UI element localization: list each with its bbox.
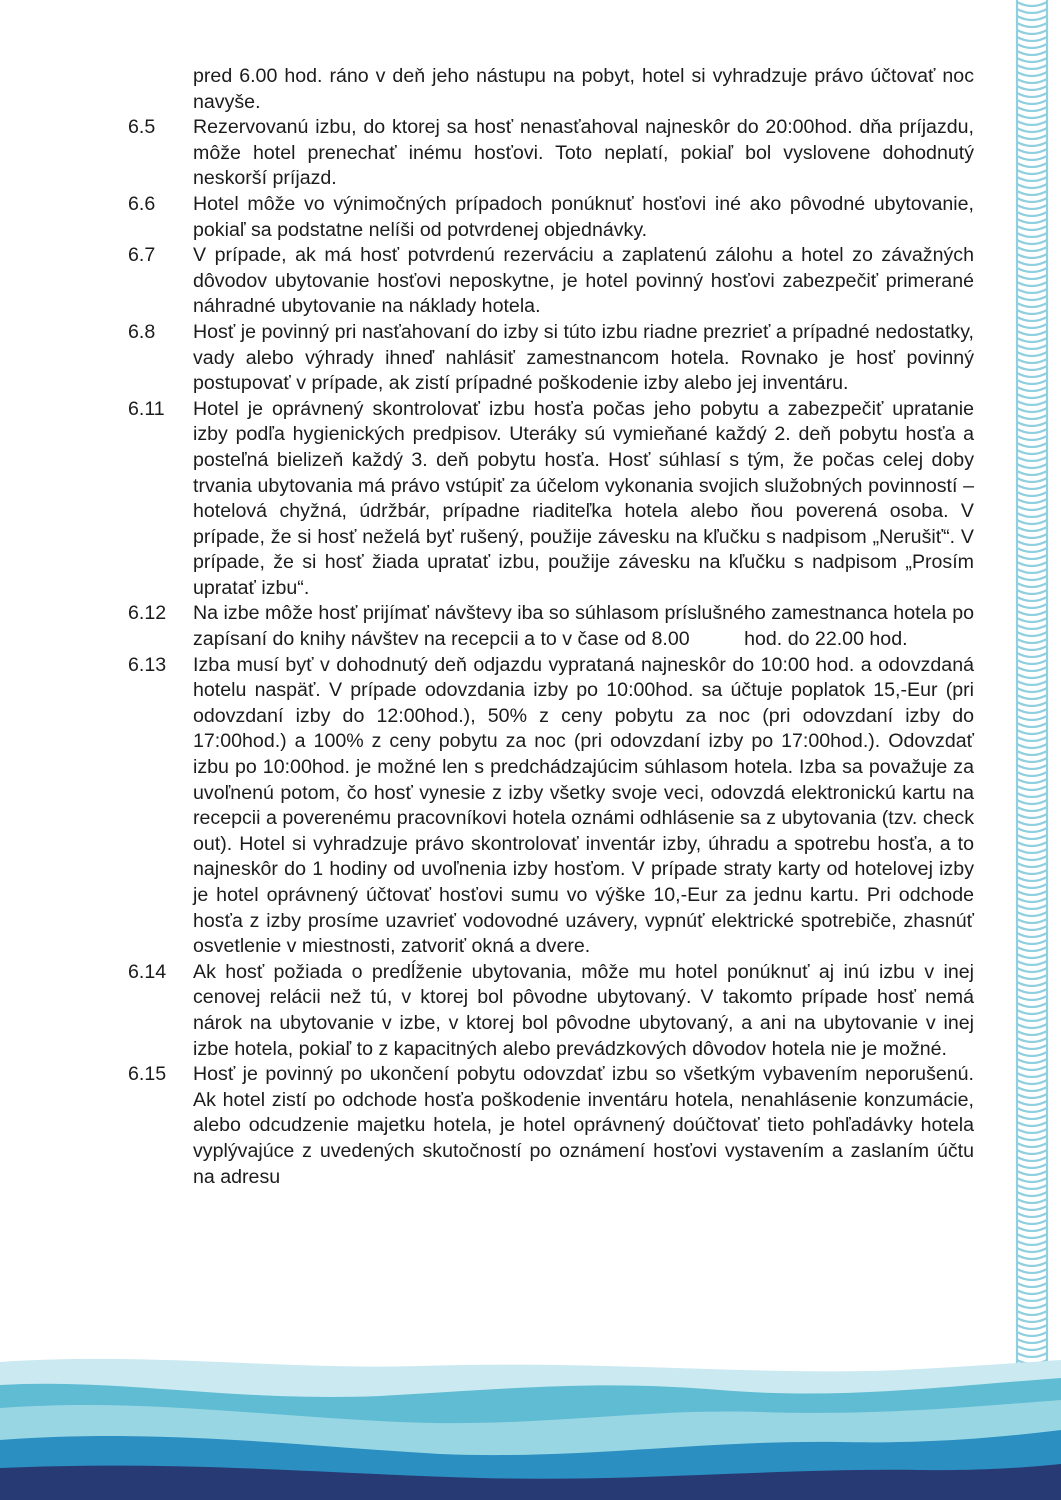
section-number: 6.8 <box>128 320 156 343</box>
section-6-12 <box>128 601 980 652</box>
section-6-15 <box>128 1062 974 1190</box>
section-text: Hotel môže vo výnimočných prípadoch ponúknuť hosťovi iné ako pôvodné ubytovanie, pokiaľ sa podstatne nelíši od potvrdenej objednávky. <box>193 192 974 241</box>
section-number: 6.15 <box>128 1063 167 1086</box>
document-body <box>128 64 980 1190</box>
section-6-13 <box>128 653 974 960</box>
section-text: Hosť je povinný pri nasťahovaní do izby si túto izbu riadne prezrieť a prípadné nedostatky, vady alebo výhrady ihneď nahlásiť zamestnancom hotela. Rovnako je hosť povinný postupovať v prípade, ak zistí prípadné poškodenie izby alebo jej inventáru. <box>193 320 974 395</box>
rope-decoration <box>1009 0 1055 1380</box>
section-number: 6.12 <box>128 602 167 625</box>
section-6-14 <box>128 960 974 1062</box>
section-6-6 <box>128 192 974 243</box>
section-text: Hosť je povinný po ukončení pobytu odovzdať izbu so všetkým vybavením neporušenú. Ak hotel zistí po odchode hosťa poškodenie inventáru hotela, nenahlásenie konzumácie, alebo odcudzenie majetku hotela, je hotel oprávnený doúčtovať tieto pohľadávky hotela vyplývajúce z uvedených skutočností po oznámení hosťovi vystavením a zaslaním účtu na adresu <box>193 1063 974 1188</box>
section-number: 6.13 <box>128 653 167 676</box>
wave-footer-decoration <box>0 1350 1061 1500</box>
section-text: Rezervovanú izbu, do ktorej sa hosť nenasťahoval najneskôr do 20:00hod. dňa príjazdu, môže hotel prenechať inému hosťovi. Toto neplatí, pokiaľ bol vyslovene dohodnutý neskorší príjazd. <box>193 116 974 190</box>
section-number: 6.7 <box>128 244 156 267</box>
section-6-5 <box>128 115 974 192</box>
section-text: Izba musí byť v dohodnutý deň odjazdu vyprataná najneskôr do 10:00 hod. a odovzdaná hotelu naspäť. V prípade odovzdania izby po 10:00hod. sa účtuje poplatok 15,-Eur (pri odovzdaní izby do 12:00hod.), 50% z ceny pobytu za noc (pri odovzdaní izby do 17:00hod.) a 100% z ceny pobytu za noc (pri odovzdaní izby po 17:00hod.). Odovzdať izbu po 10:00hod. je možné len s predchádzajúcim súhlasom hotela. Izba sa považuje za uvoľnenú potom, čo hosť vynesie z izby všetky svoje veci, odovzdá elektronickú kartu na recepcii a poverenému pracovníkovi hotela oznámi odhlásenie sa z ubytovania (tzv. check out). Hotel si vyhradzuje právo skontrolovať inventár izby, úhradu a spotrebu hosťa, a to najneskôr do 1 hodiny od uvoľnenia izby hosťom. V prípade straty karty od hotelovej izby je hotel oprávnený účtovať hosťovi sumu vo výške 10,-Eur za jednu kartu. Pri odchode hosťa z izby prosíme uzavrieť vodovodné uzávery, vypnúť elektrické spotrebiče, zhasnúť osvetlenie v miestnosti, zatvoriť okná a dvere. <box>193 653 974 958</box>
continuation-text: pred 6.00 hod. ráno v deň jeho nástupu na pobyt, hotel si vyhradzuje právo účtovať noc navyše. <box>193 65 974 113</box>
section-number: 6.6 <box>128 192 156 215</box>
section-text: Ak hosť požiada o predĺženie ubytovania, môže mu hotel ponúknuť aj inú izbu v inej cenovej relácii než tú, v ktorej bol pôvodne ubytovaný. V takomto prípade hosť nemá nárok na ubytovanie v izbe, v ktorej bol pôvodne ubytovaný, a ani na ubytovanie v inej izbe hotela, pokiaľ to z kapacitných alebo prevádzkových dôvodov hotela nie je možné. <box>193 960 974 1060</box>
section-text: Hotel je oprávnený skontrolovať izbu hosťa počas jeho pobytu a zabezpečiť upratanie izby podľa hygienických predpisov. Uteráky sú vymieňané každý 2. deň pobytu hosťa a posteľná bielizeň každý 3. deň pobytu hosťa. Hosť súhlasí s tým, že počas celej doby trvania ubytovania má právo vstúpiť za účelom vykonania svojich služobných povinností – hotelová chyžná, údržbár, prípadne riaditeľka hotela alebo ňou poverená osoba. V prípade, že si hosť neželá byť rušený, použije závesku na kľučku s nadpisom „Nerušiť“. V prípade, že si hosť žiada upratať izbu, použije závesku na kľučku s nadpisom „Prosím upratať izbu“. <box>193 397 974 599</box>
section-text: Na izbe môže hosť prijímať návštevy iba so súhlasom príslušného zamestnanca hotela po zapísaní do knihy návštev na recepcii a to v čase od 8.00 hod. do 22.00 hod. <box>193 602 980 651</box>
section-6-8 <box>128 320 974 397</box>
section-text: V prípade, ak má hosť potvrdenú rezerváciu a zaplatenú zálohu a hotel zo závažných dôvodov ubytovanie hosťovi neposkytne, je hotel povinný hosťovi zabezpečiť primerané náhradné ubytovanie na náklady hotela. <box>193 244 974 318</box>
section-number: 6.11 <box>128 397 165 420</box>
section-number: 6.14 <box>128 960 167 983</box>
section-6-11 <box>128 397 974 602</box>
section-number: 6.5 <box>128 116 156 139</box>
section-6-7 <box>128 243 974 320</box>
